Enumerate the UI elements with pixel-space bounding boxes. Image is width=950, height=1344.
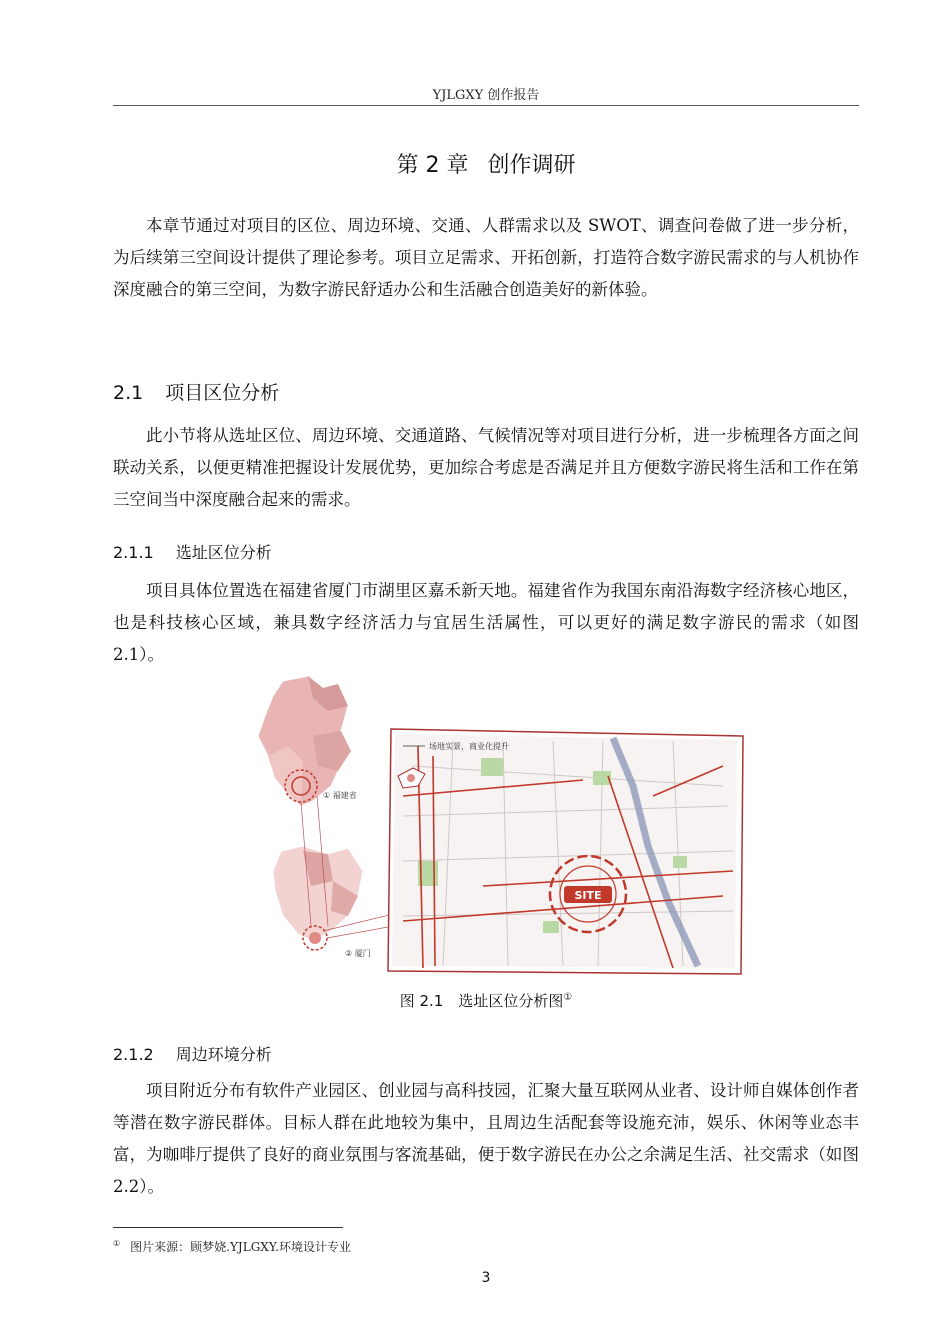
intro-bold-2: 需求的 xyxy=(726,248,777,267)
intro-text-4: 第三 xyxy=(195,280,229,299)
section-heading-2-1-2 xyxy=(113,1042,272,1065)
intro-bold-3: 融合的 xyxy=(146,280,196,299)
section-number: 2.1.2 xyxy=(113,1045,154,1064)
figure-caption xyxy=(113,990,859,1011)
fujian-province-map xyxy=(258,676,357,806)
section-2-1-paragraph: 此小节将从选址区位、周边环境、交通道路、气候情况等对项目进行分析，进一步梳理各方面之间联动关系，以便更精准把握设计发展优势，更加综合考虑是否满足并且方便数字游民将生活和工作在第三空间当中深度融合起来的需求。 xyxy=(113,426,859,509)
xiamen-city-map xyxy=(273,846,371,958)
chapter-name: 创作调研 xyxy=(487,153,576,178)
section-number: 2.1.1 xyxy=(113,543,154,562)
section-title: 周边环境分析 xyxy=(175,1045,272,1064)
footnote-text: 图片来源：顾梦娆.YJLGXY.环境设计专业 xyxy=(130,1240,352,1254)
section-heading-2-1 xyxy=(113,378,279,405)
section-2-1-1-paragraph: 项目具体位置选在福建省厦门市湖里区嘉禾新天地。福建省作为我国东南沿海数字经济核心地区，也是科技核心区域，兼具数字经济活力与宜居生活属性，可以更好的满足数字游民的需求（如图 2.1）。 xyxy=(113,581,859,664)
caption-footnote-mark: ① xyxy=(563,992,573,1003)
section-title: 选址区位分析 xyxy=(175,543,272,562)
footnote-rule xyxy=(113,1227,343,1228)
city-label: ② 厦门 xyxy=(345,949,371,958)
section-heading-2-1-1 xyxy=(113,540,272,563)
caption-text: 图 2.1 选址区位分析图 xyxy=(399,992,564,1010)
running-header: YJLGXY 创作报告 xyxy=(432,88,540,103)
intro-text-1: 本章节通过对项目的区位、周边环境、交通、人群需求以及 SWOT、调查问卷做了进一步分析，为后续第三空间设计提供了理论参考。项目 xyxy=(113,216,859,267)
intro-text-2: 数字游民 xyxy=(660,248,727,267)
section-title: 项目区位分析 xyxy=(165,382,280,404)
map-heading: 场地实景，商业化提升 xyxy=(429,742,509,751)
intro-bold-1: 立足需求、开拓创新，打造符合 xyxy=(428,248,661,267)
location-analysis-figure xyxy=(253,676,748,976)
site-label: SITE xyxy=(574,889,602,902)
intro-text-3: 与人机协作深度 xyxy=(113,248,860,299)
chapter-title xyxy=(113,148,859,179)
section-2-1-2-paragraph: 项目附近分布有软件产业园区、创业园与高科技园，汇聚大量互联网从业者、设计师自媒体创作者等潜在数字游民群体。目标人群在此地较为集中，且周边生活配套等设施充沛，娱乐、休闲等业态丰富，为咖啡厅提供了良好的商业氛围与客流基础，便于数字游民在办公之余满足生活、社交需求（如图 2.2）。 xyxy=(113,1081,859,1196)
footnote-mark: ① xyxy=(113,1239,121,1248)
intro-text-5: 数字游民舒适办公和生活融合 xyxy=(294,280,509,299)
page-number: 3 xyxy=(481,1270,491,1286)
intro-paragraph xyxy=(113,210,859,306)
header-rule xyxy=(113,105,859,106)
chapter-number: 第 2 章 xyxy=(396,153,469,178)
footnote xyxy=(113,1238,351,1255)
section-number: 2.1 xyxy=(113,382,144,404)
intro-bold-4: 空间，为 xyxy=(228,280,295,299)
site-street-map xyxy=(388,729,743,974)
intro-bold-5: 创造美好的新体验。 xyxy=(509,280,658,299)
location-map-illustration xyxy=(253,676,748,976)
province-label: ① 福建省 xyxy=(323,791,357,800)
